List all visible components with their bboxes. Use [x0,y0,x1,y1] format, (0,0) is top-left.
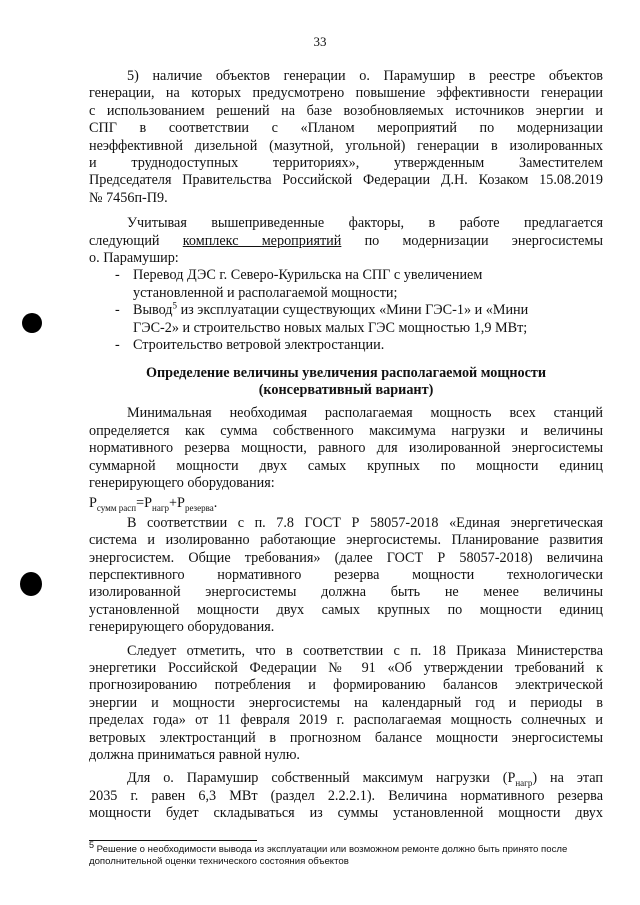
paragraph-ministry-order [89,643,603,765]
list-dash: - [115,337,120,354]
text-line: с использованием решений на базе возобновляемых источников энергии и [89,102,603,119]
text-line: генерации, на которых предусмотрено повышение эффективности генерации [89,85,603,102]
text-line: прогнозированию потребления и формированию балансов электрической [89,677,603,694]
measures-list [89,267,603,354]
paragraph-gost [89,515,603,637]
text-line: и труднодоступных территориях», утвержденным Заместителем [89,155,603,172]
text-line: пределах года» от 11 февраля 2019 г. располагаемая мощность солнечных и [89,712,603,729]
paragraph-proposed-measures [89,215,603,267]
text-line: генерирующего оборудования: [89,474,275,491]
list-item: - Строительство ветровой электростанции. [115,337,385,354]
text-line: энергии и мощности энергосистемы на календарный год и периоды в [89,694,603,711]
text-line: Минимальная необходимая располагаемая мощность всех станций [127,405,603,422]
scan-hole-mark [20,572,42,596]
text-line: Председателя Правительства Российской Федерации Д.Н. Козаком 15.08.2019 [89,172,603,189]
footnote-ref: 5 [172,300,178,311]
text-line: генерирующего оборудования. [89,619,275,636]
text-line: суммарной мощности двух самых крупных по мощности единиц [89,457,603,474]
text-line: СПГ в соответствии с «Планом мероприятий по модернизации [89,120,603,137]
text-line: 5) наличие объектов генерации о. Парамушир в реестре объектов [127,68,603,84]
paragraph-min-capacity [89,405,603,492]
text-line: энергосистем. Общие требования» (далее ГОСТ Р 58057-2018) величина [89,549,603,566]
list-item: - Вывод$^5$ из эксплуатации существующих «Мини ГЭС-1» и «Мини ГЭС-2» и строительство новых малых ГЭС мощностью 1,9 МВт; [115,300,529,336]
text-line: должна приниматься равной нулю. [89,747,300,764]
text-line: неэффективной дизельной (мазутной, угольной) генерации в изолированных [89,137,603,154]
text-line: ветровых электростанций в прогнозном балансе мощности энергосистемы [89,729,603,746]
footnote-mark: 5 [89,839,95,850]
section-heading: Определение величины увеличения располагаемой мощности (консервативный вариант) [145,364,547,398]
paragraph-paramushir-load [89,770,603,822]
document-body [89,68,603,823]
text-line: установленной мощности двух самых крупных по мощности единиц [89,601,603,618]
text-line: определяется как сумма собственного максимума нагрузки и величины [89,422,603,439]
text-line: Учитывая вышеприведенные факторы, в работе предлагается [127,215,603,232]
text-line: № 7456п-П9. [89,189,168,206]
scan-hole-mark [22,313,42,333]
footnote: $^5$ Решение о необходимости вывода из эксплуатации или возможном ремонте должно быть принято после дополнительной оценки технического состояния объектов [89,839,568,867]
text-line: Для о. Парамушир собственный максимум нагрузки $(P_{нагр})$ на этап [127,770,603,789]
paragraph-criteria-5 [89,68,603,207]
list-dash: - [115,302,120,319]
text-line: нормативного резерва мощности, равного для изолированной энергосистемы [89,440,603,457]
text-line: Следует отметить, что в соответствии с п. 18 Приказа Министерства [127,642,603,659]
formula: $P_{сумм расп}=P_{нагр}+P_{резерва}$. [89,495,218,514]
underlined-phrase: комплекс мероприятий [182,232,342,249]
list-dash: - [115,267,120,284]
text-line: следующий комплекс мероприятий по модернизации энергосистемы [89,232,603,249]
text-line: мощности будет складываться из суммы установленной мощности двух [89,805,603,822]
footnote-divider [89,840,257,841]
text-line: 2035 г. равен 6,3 МВт (раздел 2.2.2.1). Величина нормативного резерва [89,787,603,804]
text-line: изолированной энергосистемы должна быть не менее величины [89,584,603,601]
text-line: энергетики Российской Федерации № 91 «Об утверждении требований к [89,660,603,676]
list-item: - Перевод ДЭС г. Северо-Курильска на СПГ с увеличением установленной и располагаемой мощности; [115,267,483,301]
text-line: перспективного нормативного резерва мощности технологически [89,566,603,583]
text-line: система и изолированно работающие энергосистемы. Планирование развития [89,532,603,549]
text-line: В соответствии с п. 7.8 ГОСТ Р 58057-2018 «Единая энергетическая [127,514,603,531]
page-number: 33 [313,34,327,49]
text-line: о. Парамушир: [89,250,179,267]
